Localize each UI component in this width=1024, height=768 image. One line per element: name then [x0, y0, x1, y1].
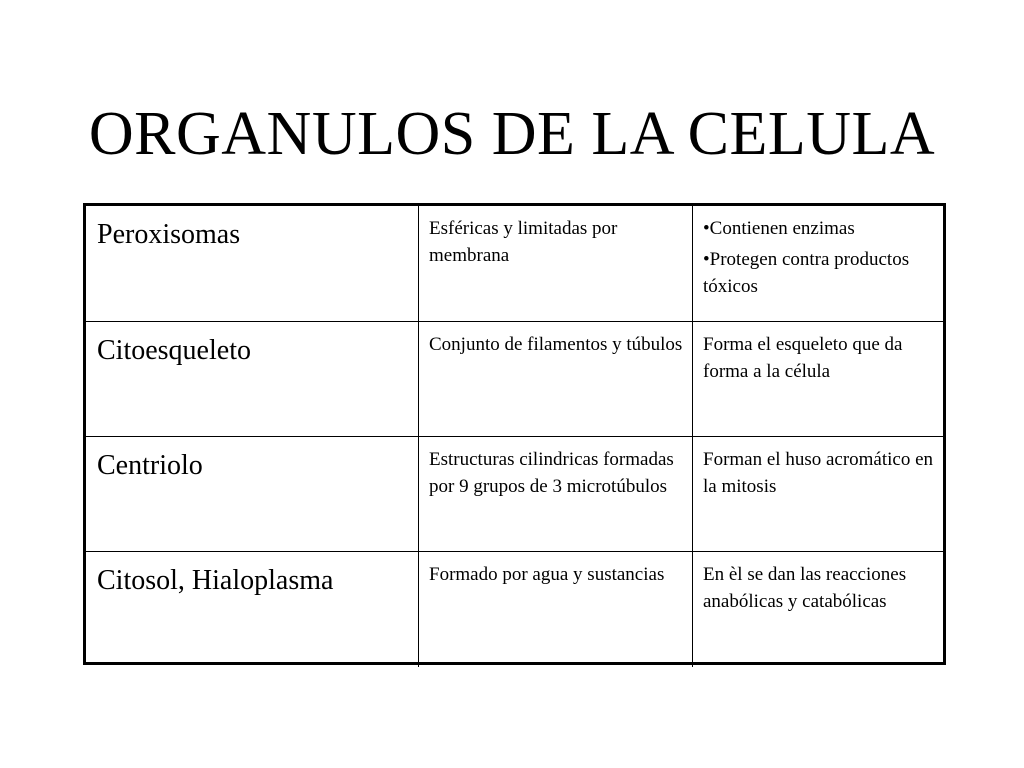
table-row [86, 321, 943, 437]
organelle-description: Conjunto de filamentos y túbulos [418, 322, 692, 437]
organelle-name: Citosol, Hialoplasma [97, 565, 334, 596]
function-bullet-item: •Protegen contra productos tóxicos [703, 249, 910, 297]
organelle-name: Citoesqueleto [97, 335, 251, 366]
organelle-name: Centriolo [97, 450, 203, 481]
organelles-table [83, 203, 946, 665]
organelle-description: Estructuras cilindricas formadas por 9 grupos de 3 microtúbulos [418, 437, 692, 552]
organelle-name: Peroxisomas [97, 219, 241, 250]
organelle-function [692, 206, 943, 321]
organelle-description: Formado por agua y sustancias [418, 552, 692, 667]
table-row [86, 551, 943, 667]
organelle-function: Forma el esqueleto que da forma a la célula [692, 322, 943, 437]
organelle-description: Esféricas y limitadas por membrana [418, 206, 692, 321]
table-row [86, 206, 943, 321]
function-bullet-item: •Contienen enzimas [703, 218, 855, 239]
slide-title: ORGANULOS DE LA CELULA [88, 100, 936, 168]
organelle-function: En èl se dan las reacciones anabólicas y catabólicas [692, 552, 943, 667]
organelle-function: Forman el huso acromático en la mitosis [692, 437, 943, 552]
table-row [86, 436, 943, 552]
